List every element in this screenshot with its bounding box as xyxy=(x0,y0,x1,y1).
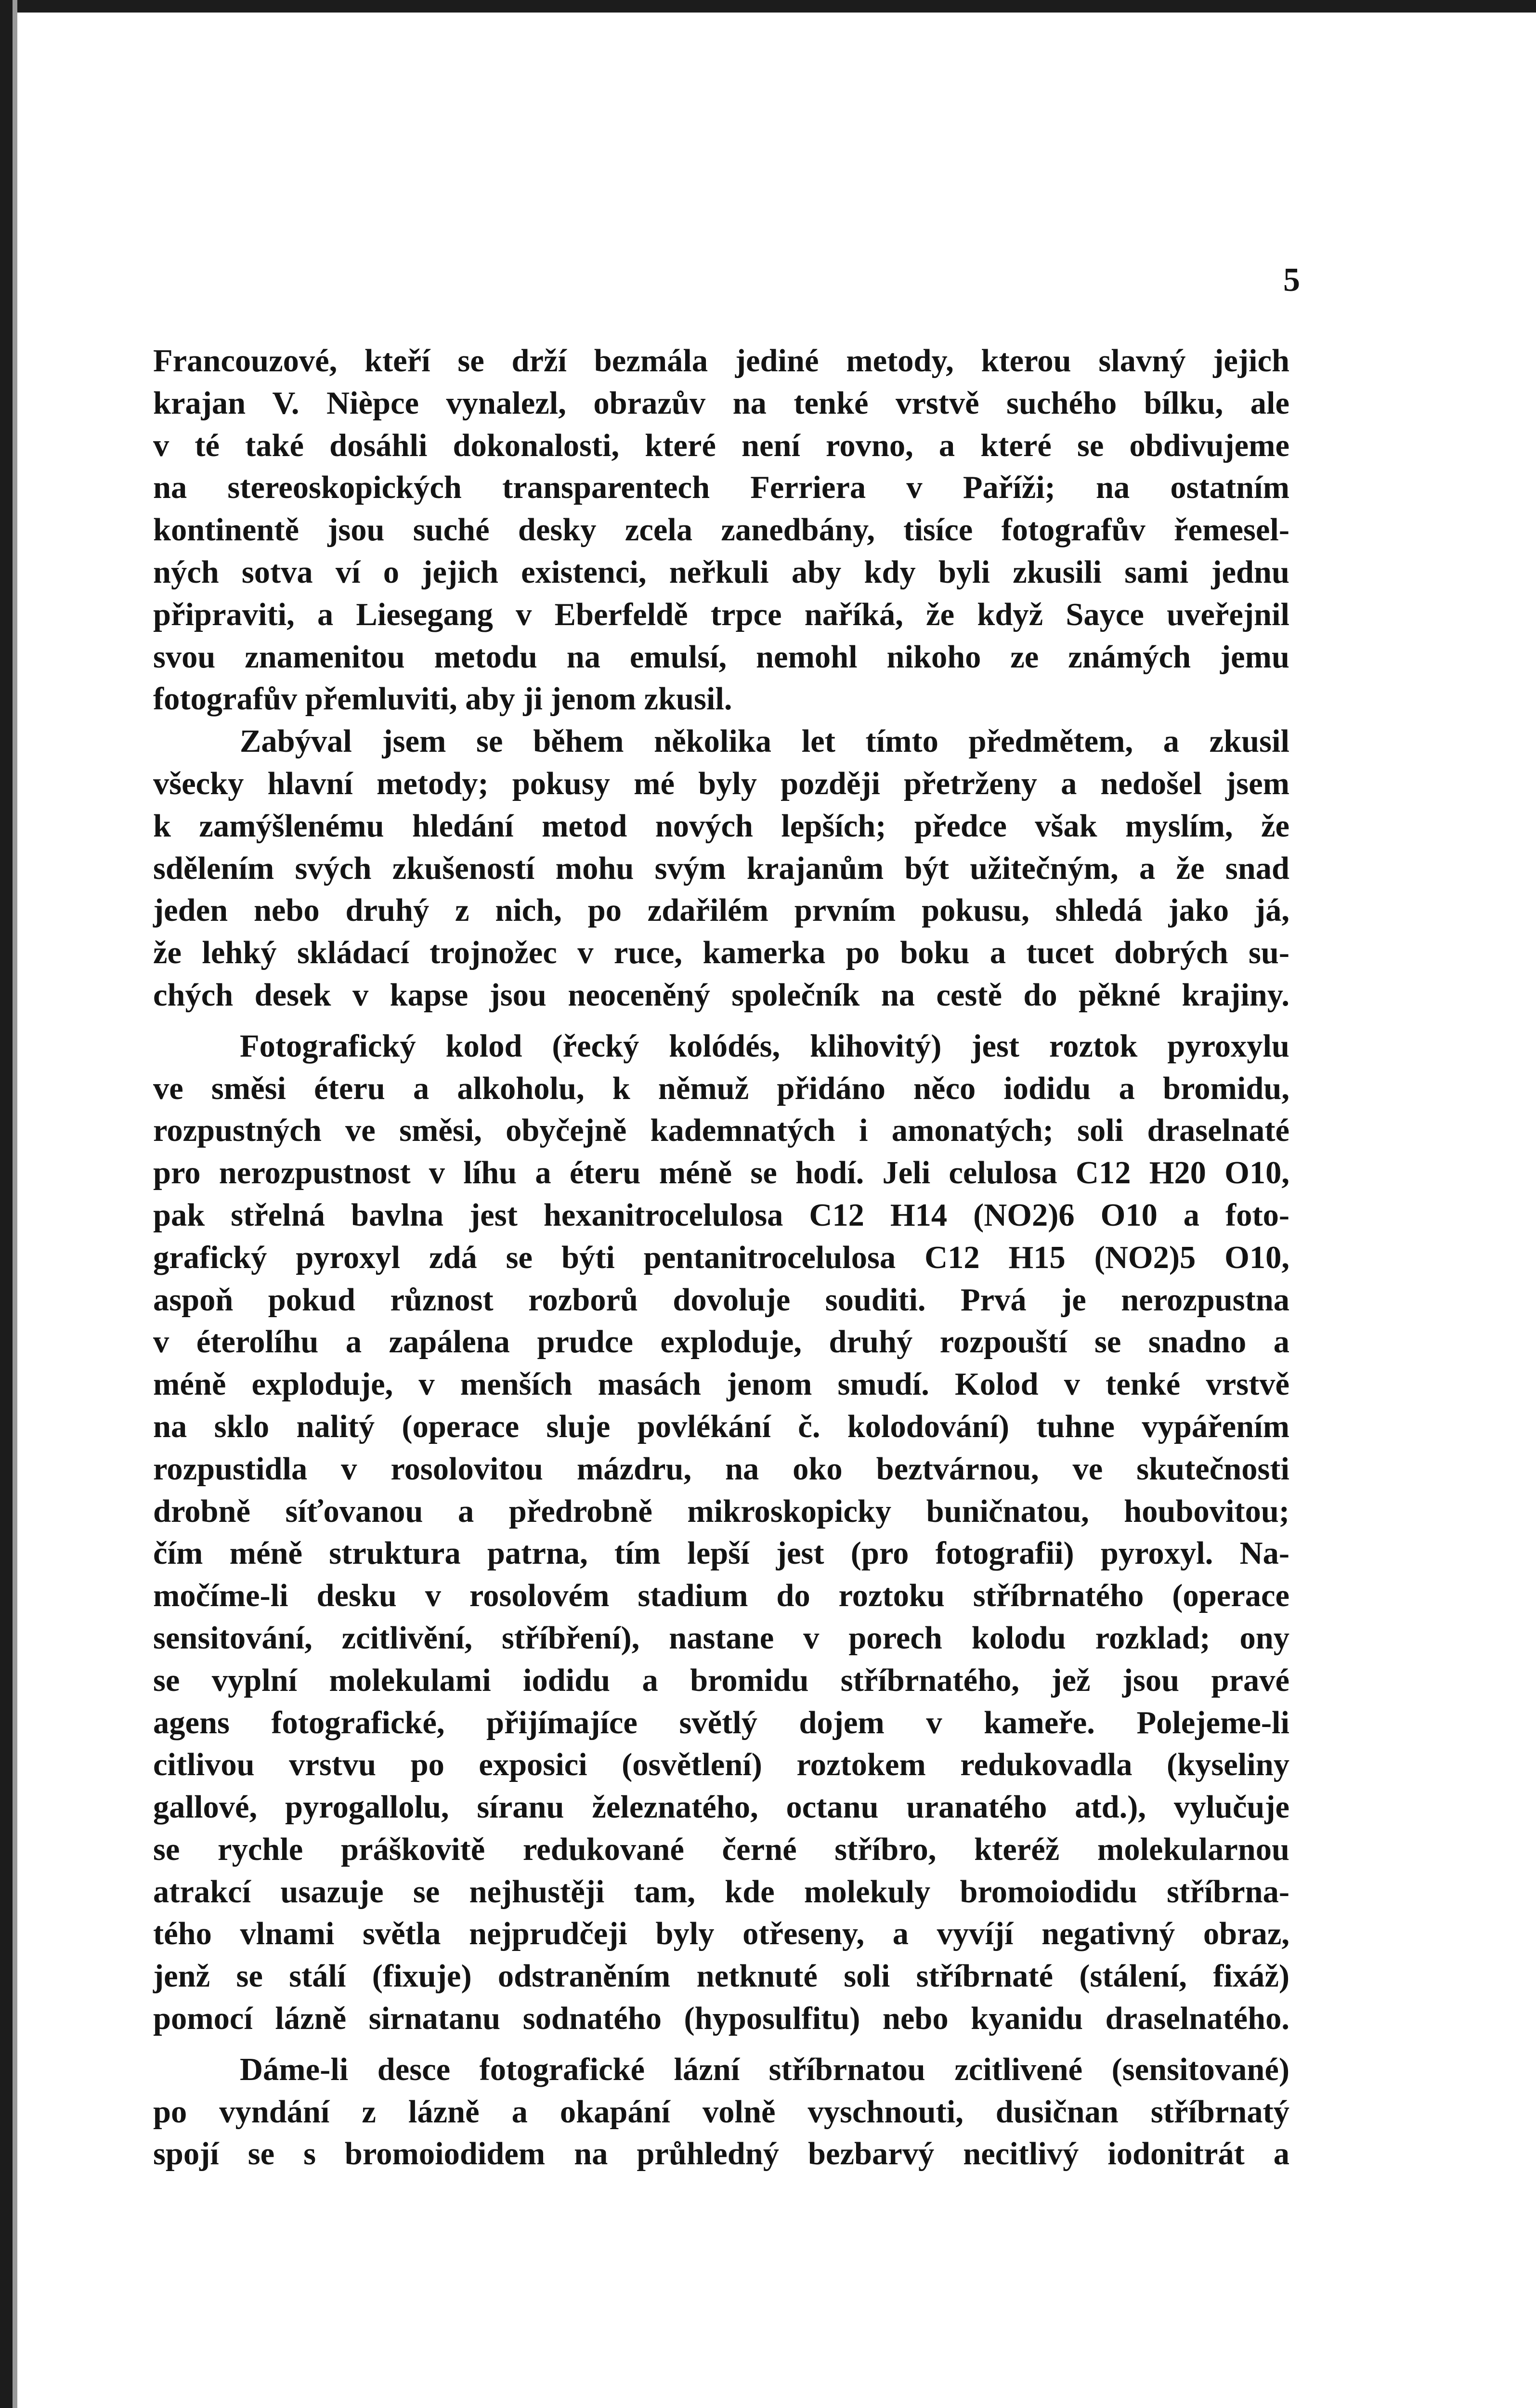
scan-border-left-shadow xyxy=(13,0,17,2408)
paragraph-1 xyxy=(153,340,1289,720)
text-line: na stereoskopických transparentech Ferriera v Paříži; na ostatním xyxy=(153,470,1289,506)
paragraph-3 xyxy=(153,1025,1289,2040)
text-line: se vyplní molekulami iodidu a bromidu stříbrnatého, jež jsou pravé xyxy=(153,1662,1289,1698)
text-line: močíme-li desku v rosolovém stadium do roztoku stříbrnatého (operace xyxy=(153,1578,1289,1614)
paragraph-gap xyxy=(153,1017,1289,1025)
text-line: kontinentě jsou suché desky zcela zanedbány, tisíce fotografův řemesel- xyxy=(153,512,1289,548)
text-line: všecky hlavní metody; pokusy mé byly později přetrženy a nedošel jsem xyxy=(153,766,1289,801)
text-line: pomocí lázně sirnatanu sodnatého (hyposulfitu) nebo kyanidu draselnatého. xyxy=(153,2001,1289,2037)
text-line: připraviti, a Liesegang v Eberfeldě trpce naříká, že když Sayce uveřejnil xyxy=(153,597,1289,632)
paragraph-4 xyxy=(153,2049,1289,2175)
text-line: svou znamenitou metodu na emulsí, nemohl nikoho ze známých jemu xyxy=(153,639,1289,675)
text-line: spojí se s bromoiodidem na průhledný bezbarvý necitlivý iodonitrát a xyxy=(153,2136,1289,2172)
paragraph-gap xyxy=(153,2040,1289,2049)
text-line: Dáme-li desce fotografické lázní stříbrnatou zcitlivené (sensitované) xyxy=(240,2052,1289,2087)
text-line: méně exploduje, v menších masách jenom smudí. Kolod v tenké vrstvě xyxy=(153,1367,1289,1402)
text-line: jeden nebo druhý z nich, po zdařilém prvním pokusu, shledá jako já, xyxy=(153,893,1289,929)
text-line: k zamýšlenému hledání metod nových lepších; předce však myslím, že xyxy=(153,808,1289,844)
text-line: v éterolíhu a zapálena prudce exploduje, druhý rozpouští se snadno a xyxy=(153,1324,1289,1360)
text-line: rozpustných ve směsi, obyčejně kademnatých i amonatých; soli draselnaté xyxy=(153,1113,1289,1149)
text-line: jenž se stálí (fixuje) odstraněním netknuté soli stříbrnaté (stálení, fixáž) xyxy=(153,1959,1289,1994)
text-line: čím méně struktura patrna, tím lepší jest (pro fotografii) pyroxyl. Na- xyxy=(153,1536,1289,1571)
text-line: atrakcí usazuje se nejhustěji tam, kde molekuly bromoiodidu stříbrna- xyxy=(153,1874,1289,1910)
scan-border-top xyxy=(0,0,1536,13)
text-line: pak střelná bavlna jest hexanitrocelulosa C12 H14 (NO2)6 O10 a foto- xyxy=(153,1197,1289,1233)
text-line: ných sotva ví o jejich existenci, neřkuli aby kdy byli zkusili sami jednu xyxy=(153,554,1289,590)
text-line: Francouzové, kteří se drží bezmála jediné metody, kterou slavný jejich xyxy=(153,343,1289,379)
text-line: Fotografický kolod (řecký kolódés, klihovitý) jest roztok pyroxylu xyxy=(240,1028,1289,1064)
text-line: drobně síťovanou a předrobně mikroskopicky buničnatou, houbovitou; xyxy=(153,1493,1289,1529)
page-number: 5 xyxy=(1283,262,1300,299)
text-line: chých desek v kapse jsou neoceněný společník na cestě do pěkné krajiny. xyxy=(153,977,1289,1013)
scan-border-left xyxy=(0,0,13,2408)
body-text xyxy=(153,340,1289,2175)
text-line: rozpustidla v rosolovitou mázdru, na oko beztvárnou, ve skutečnosti xyxy=(153,1451,1289,1487)
text-line: po vyndání z lázně a okapání volně vyschnouti, dusičnan stříbrnatý xyxy=(153,2094,1289,2130)
text-line: fotografův přemluviti, aby ji jenom zkusil. xyxy=(153,681,732,717)
text-line: tého vlnami světla nejprudčeji byly otřeseny, a vyvíjí negativný obraz, xyxy=(153,1916,1289,1952)
text-line: Zabýval jsem se během několika let tímto předmětem, a zkusil xyxy=(240,724,1289,759)
text-line: grafický pyroxyl zdá se býti pentanitrocelulosa C12 H15 (NO2)5 O10, xyxy=(153,1240,1289,1275)
text-line: ve směsi éteru a alkoholu, k němuž přidáno něco iodidu a bromidu, xyxy=(153,1071,1289,1106)
text-line: sensitování, zcitlivění, stříbření), nastane v porech kolodu rozklad; ony xyxy=(153,1620,1289,1656)
text-line: gallové, pyrogallolu, síranu železnatého, octanu uranatého atd.), vylučuje xyxy=(153,1790,1289,1825)
text-line: v té také dosáhli dokonalosti, které není rovno, a které se obdivujeme xyxy=(153,428,1289,463)
text-line: se rychle práškovitě redukované černé stříbro, kteréž molekularnou xyxy=(153,1832,1289,1867)
text-line: že lehký skládací trojnožec v ruce, kamerka po boku a tucet dobrých su- xyxy=(153,935,1289,971)
text-line: citlivou vrstvu po exposici (osvětlení) roztokem redukovadla (kyseliny xyxy=(153,1747,1289,1783)
text-line: na sklo nalitý (operace sluje povlékání č. kolodování) tuhne vypářením xyxy=(153,1409,1289,1444)
text-line: sdělením svých zkušeností mohu svým krajanům být užitečným, a že snad xyxy=(153,851,1289,886)
paragraph-2 xyxy=(153,720,1289,1017)
text-line: pro nerozpustnost v líhu a éteru méně se hodí. Jeli celulosa C12 H20 O10, xyxy=(153,1155,1289,1191)
text-line: krajan V. Nièpce vynalezl, obrazův na tenké vrstvě suchého bílku, ale xyxy=(153,385,1289,421)
text-line: aspoň pokud různost rozborů dovoluje souditi. Prvá je nerozpustna xyxy=(153,1282,1289,1318)
text-line: agens fotografické, přijímajíce světlý dojem v kameře. Polejeme-li xyxy=(153,1705,1289,1741)
